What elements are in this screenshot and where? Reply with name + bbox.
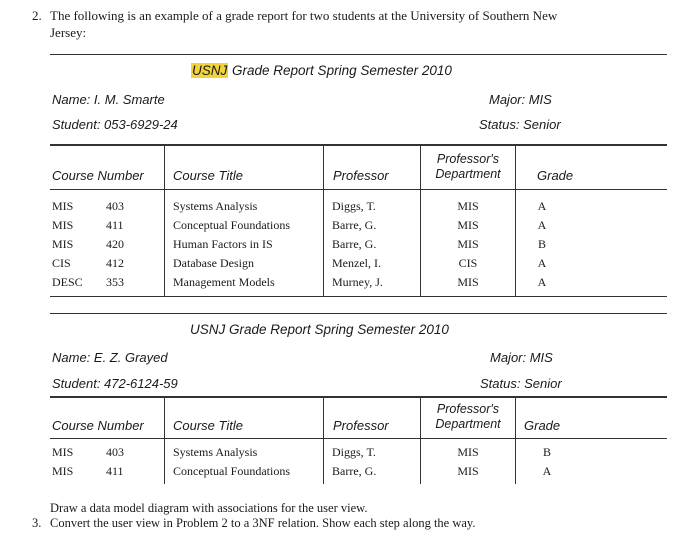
report2-status: Status: Senior bbox=[480, 376, 562, 391]
report1-major: Major: MIS bbox=[489, 92, 552, 107]
problem-2-text-line2: Jersey: bbox=[50, 25, 87, 40]
cell-pdept: CIS bbox=[458, 256, 478, 270]
cell-grade: B bbox=[537, 237, 546, 251]
cell-pdept: MIS bbox=[457, 464, 479, 478]
cell-dept: MIS bbox=[52, 218, 74, 232]
report2-header-course-number: Course Number bbox=[52, 418, 144, 433]
report2-title: USNJ Grade Report Spring Semester 2010 bbox=[190, 322, 449, 337]
report1-col-divider-1 bbox=[164, 145, 165, 296]
report1-title-rest: Grade Report Spring Semester 2010 bbox=[228, 63, 452, 78]
report1-header-rule bbox=[50, 189, 667, 190]
report2-header-prof-dept-line1: Professor's bbox=[436, 402, 500, 416]
cell-num: 411 bbox=[106, 218, 124, 232]
cell-pdept: MIS bbox=[457, 445, 479, 459]
report1-header-grade: Grade bbox=[537, 168, 574, 183]
cell-pdept: MIS bbox=[457, 199, 479, 213]
report2-student: Student: 472-6124-59 bbox=[52, 376, 178, 391]
cell-dept: CIS bbox=[52, 256, 71, 270]
report2-header-professor: Professor bbox=[333, 418, 389, 433]
problem-2-text-line1: The following is an example of a grade report for two students at the University of Southern New bbox=[50, 8, 558, 23]
report1-col-divider-3 bbox=[420, 145, 421, 296]
cell-prof: Murney, J. bbox=[332, 275, 383, 289]
cell-grade: A bbox=[537, 275, 547, 289]
cell-dept: MIS bbox=[52, 237, 74, 251]
cell-pdept: MIS bbox=[457, 275, 479, 289]
report1-table-bottom-rule bbox=[50, 296, 667, 297]
report1-header-course-number: Course Number bbox=[52, 168, 144, 183]
cell-grade: B bbox=[542, 445, 551, 459]
cell-title: Conceptual Foundations bbox=[173, 464, 290, 478]
cell-title: Conceptual Foundations bbox=[173, 218, 290, 232]
cell-num: 403 bbox=[106, 199, 124, 213]
report1-status: Status: Senior bbox=[479, 117, 561, 132]
cell-prof: Barre, G. bbox=[332, 464, 377, 478]
report1-name: Name: I. M. Smarte bbox=[52, 92, 165, 107]
report2-major: Major: MIS bbox=[490, 350, 553, 365]
cell-num: 403 bbox=[106, 445, 124, 459]
cell-title: Systems Analysis bbox=[173, 199, 258, 213]
cell-prof: Barre, G. bbox=[332, 237, 377, 251]
report2-col-divider-1 bbox=[164, 397, 165, 484]
report2-header-course-title: Course Title bbox=[173, 418, 243, 433]
report2-col-divider-2 bbox=[323, 397, 324, 484]
cell-title: Database Design bbox=[173, 256, 254, 270]
report1-header-professor: Professor bbox=[333, 168, 389, 183]
cell-prof: Barre, G. bbox=[332, 218, 377, 232]
cell-pdept: MIS bbox=[457, 218, 479, 232]
report1-col-divider-2 bbox=[323, 145, 324, 296]
report1-col-divider-4 bbox=[515, 145, 516, 296]
report1-header-prof-dept bbox=[423, 152, 513, 182]
cell-pdept: MIS bbox=[457, 237, 479, 251]
cell-num: 420 bbox=[106, 237, 124, 251]
problem-2-number: 2. bbox=[32, 8, 42, 23]
cell-title: Human Factors in IS bbox=[173, 237, 273, 251]
problem-3-number: 3. bbox=[32, 516, 42, 530]
cell-dept: MIS bbox=[52, 199, 74, 213]
report1-header-prof-dept-line2: Department bbox=[435, 167, 501, 181]
report2-header-prof-dept bbox=[423, 402, 513, 432]
report1-header-course-title: Course Title bbox=[173, 168, 243, 183]
report1-top-rule bbox=[50, 54, 667, 55]
report2-header-prof-dept-line2: Department bbox=[435, 417, 501, 431]
cell-grade: A bbox=[537, 256, 547, 270]
cell-prof: Diggs, T. bbox=[332, 199, 376, 213]
report2-header-rule bbox=[50, 438, 667, 439]
problem-3-text: Convert the user view in Problem 2 to a 3NF relation. Show each step along the way. bbox=[50, 516, 476, 530]
cell-title: Systems Analysis bbox=[173, 445, 258, 459]
report1-student: Student: 053-6929-24 bbox=[52, 117, 178, 132]
cell-grade: A bbox=[542, 464, 552, 478]
cell-dept: MIS bbox=[52, 445, 74, 459]
report1-title-highlight: USNJ bbox=[192, 63, 228, 78]
report1-table-top-rule bbox=[50, 144, 667, 146]
report2-name: Name: E. Z. Grayed bbox=[52, 350, 168, 365]
cell-grade: A bbox=[537, 218, 547, 232]
cell-num: 411 bbox=[106, 464, 124, 478]
report2-header-grade: Grade bbox=[524, 418, 561, 433]
cell-title: Management Models bbox=[173, 275, 275, 289]
report1-header-prof-dept-line1: Professor's bbox=[436, 152, 500, 166]
report2-col-divider-3 bbox=[420, 397, 421, 484]
report1-title bbox=[191, 63, 452, 78]
cell-dept: DESC bbox=[52, 275, 83, 289]
cell-prof: Diggs, T. bbox=[332, 445, 376, 459]
report2-col-divider-4 bbox=[515, 397, 516, 484]
cell-prof: Menzel, I. bbox=[332, 256, 381, 270]
report2-top-rule bbox=[50, 313, 667, 314]
cell-dept: MIS bbox=[52, 464, 74, 478]
cell-grade: A bbox=[537, 199, 547, 213]
draw-instruction: Draw a data model diagram with associations for the user view. bbox=[50, 501, 368, 515]
cell-num: 353 bbox=[106, 275, 124, 289]
report2-table-top-rule bbox=[50, 396, 667, 398]
cell-num: 412 bbox=[106, 256, 124, 270]
